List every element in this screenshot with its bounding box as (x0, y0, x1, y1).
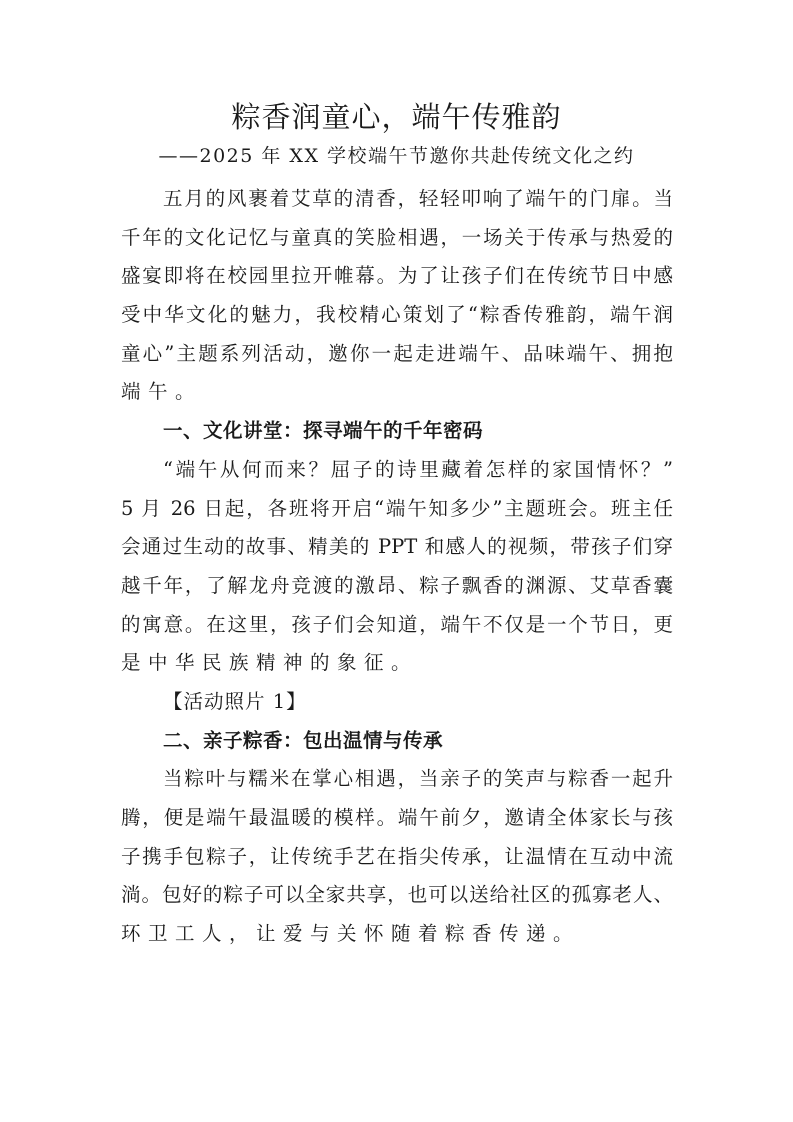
paragraph-line: 淌。包好的粽子可以全家共享，也可以送给社区的孤寡老人、 (121, 883, 673, 907)
paragraph-line: 五月的风裹着艾草的清香，轻轻叩响了端午的门扉。当 (163, 187, 673, 210)
section-parent-child-zongzi (121, 722, 673, 954)
paragraph-line: 端午。 (121, 380, 203, 404)
document-body (121, 180, 673, 954)
paragraph-line: 是中华民族精神的象征。 (121, 651, 419, 675)
document-subtitle: ——2025 年 XX 学校端午节邀你共赴传统文化之约 (158, 145, 635, 167)
paragraph-line: “端午从何而来？屈子的诗里藏着怎样的家国情怀？” (163, 457, 673, 481)
section-heading: 一、文化讲堂：探寻端午的千年密码 (163, 419, 484, 443)
intro-paragraph (121, 180, 673, 412)
paragraph-line: 子携手包粽子，让传统手艺在指尖传承，让温情在互动中流 (121, 844, 673, 868)
photo-placeholder: 【活动照片 1】 (163, 689, 307, 713)
paragraph-line: 童心”主题系列活动，邀你一起走进端午、品味端午、拥抱 (121, 341, 673, 365)
paragraph-line: 环卫工人，让爱与关怀随着粽香传递。 (121, 922, 581, 946)
paragraph-line: 盛宴即将在校园里拉开帷幕。为了让孩子们在传统节日中感 (121, 264, 673, 288)
paragraph-line: 千年的文化记忆与童真的笑脸相遇，一场关于传承与热爱的 (121, 225, 673, 249)
paragraph-line: 的寓意。在这里，孩子们会知道，端午不仅是一个节日，更 (121, 612, 673, 636)
paragraph-line: 越千年，了解龙舟竞渡的激昂、粽子飘香的渊源、艾草香囊 (121, 573, 673, 597)
document-title: 粽香润童心，端午传雅韵 (231, 100, 562, 134)
section-cultural-lecture (121, 412, 673, 722)
paragraph-line: 当粽叶与糯米在掌心相遇，当亲子的笑声与粽香一起升 (163, 767, 673, 791)
paragraph-line: 腾，便是端午最温暖的模样。端午前夕，邀请全体家长与孩 (121, 806, 673, 829)
paragraph-line: 受中华文化的魅力，我校精心策划了“粽香传雅韵，端午润 (121, 303, 673, 327)
paragraph-line: 会通过生动的故事、精美的 PPT 和感人的视频，带孩子们穿 (121, 535, 673, 559)
paragraph-line: 5 月 26 日起，各班将开启“端午知多少”主题班会。班主任 (121, 496, 673, 520)
section-heading: 二、亲子粽香：包出温情与传承 (163, 728, 444, 752)
